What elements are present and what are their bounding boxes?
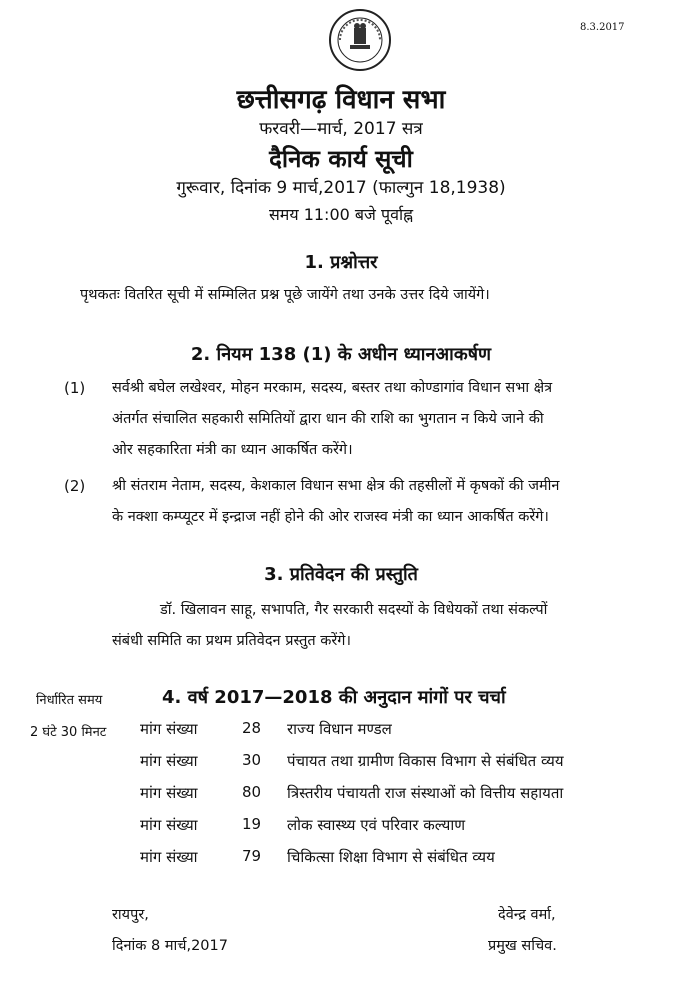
item-line: सर्वश्री बघेल लखेश्वर, मोहन मरकाम, सदस्य, बस्तर तथा कोण्डागांव विधान सभा क्षेत्र [112,380,553,396]
demand-row [0,751,682,779]
date-line: गुरूवार, दिनांक 9 मार्च,2017 (फाल्गुन 18,1938) [176,178,506,198]
demand-number: 79 [242,847,262,865]
item-line: ओर सहकारिता मंत्री का ध्यान आकर्षित करेंगे। [112,442,353,458]
demand-label: मांग संख्या [140,848,198,866]
item-line: श्री संतराम नेताम, सदस्य, केशकाल विधान सभा क्षेत्र की तहसीलों में कृषकों की जमीन [112,478,560,494]
demand-desc: चिकित्सा शिक्षा विभाग से संबंधित व्यय [287,848,495,866]
time-line: समय 11:00 बजे पूर्वाह्न [268,205,414,224]
demand-label: मांग संख्या [140,752,198,770]
section3-line: संबंधी समिति का प्रथम प्रतिवेदन प्रस्तुत करेंगे। [112,633,351,649]
demand-number: 28 [242,719,262,737]
demand-row [0,719,682,747]
stamp-date: 8.3.2017 [580,22,625,33]
footer-signatory: देवेन्द्र वर्मा, [498,907,556,923]
section3-line: डॉ. खिलावन साहू, सभापति, गैर सरकारी सदस्यों के विधेयकों तथा संकल्पों [160,602,548,618]
demand-number: 19 [242,815,262,833]
item-number: (1) [64,379,86,397]
demand-label: मांग संख्या [140,720,198,738]
demand-row [0,815,682,843]
demand-row [0,783,682,811]
demand-label: मांग संख्या [140,816,198,834]
demand-number: 80 [242,783,262,801]
section4-title: 4. वर्ष 2017—2018 की अनुदान मांगों पर चर्चा [162,687,506,708]
section1-title: 1. प्रश्नोत्तर [304,252,378,273]
footer-place: रायपुर, [112,907,149,923]
footer-date: दिनांक 8 मार्च,2017 [112,938,228,954]
demand-label: मांग संख्या [140,784,198,802]
section2-title: 2. नियम 138 (1) के अधीन ध्यानआकर्षण [190,344,492,365]
list-title: दैनिक कार्य सूची [269,145,413,173]
demand-row [0,847,682,875]
assembly-title: छत्तीसगढ़ विधान सभा [236,85,446,115]
footer-designation: प्रमुख सचिव. [488,938,557,954]
demand-desc: त्रिस्तरीय पंचायती राज संस्थाओं को वित्तीय सहायता [287,784,564,802]
demand-desc: लोक स्वास्थ्य एवं परिवार कल्याण [287,816,466,834]
session-line: फरवरी—मार्च, 2017 सत्र [259,119,423,139]
item-line: अंतर्गत संचालित सहकारी समितियों द्वारा धान की राशि का भुगतान न किये जाने की [112,411,544,427]
demand-desc: राज्य विधान मण्डल [287,720,392,738]
item-line: के नक्शा कम्प्यूटर में इन्द्राज नहीं होने की ओर राजस्व मंत्री का ध्यान आकर्षित करेंगे। [112,509,549,525]
assembly-seal-icon [328,8,392,72]
demand-desc: पंचायत तथा ग्रामीण विकास विभाग से संबंधित व्यय [287,752,564,770]
demand-number: 30 [242,751,262,769]
section3-title: 3. प्रतिवेदन की प्रस्तुति [264,564,418,585]
time-allotted-label: निर्धारित समय [36,693,103,708]
section1-text: पृथकतः वितरित सूची में सम्मिलित प्रश्न पूछे जायेंगे तथा उनके उत्तर दिये जायेंगे। [80,287,490,303]
time-allotted-value: 2 घंटे 30 मिनट [30,725,107,740]
item-number: (2) [64,477,86,495]
